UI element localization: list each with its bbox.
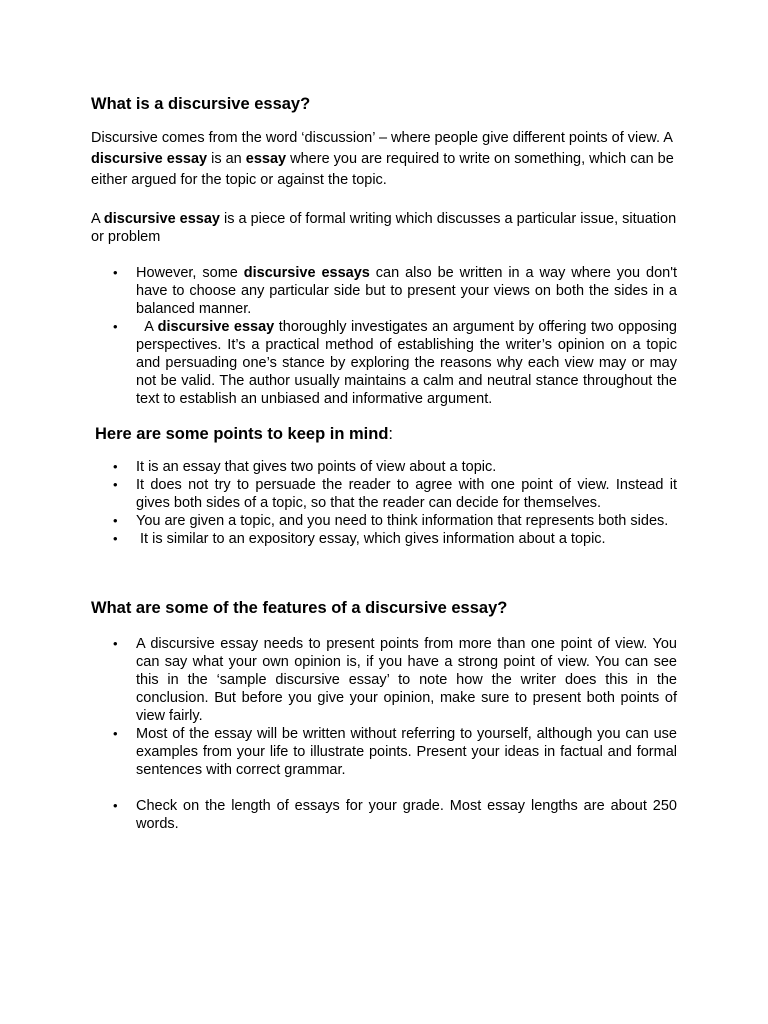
bullet-glyph: • [113,477,118,492]
text-run: A [136,319,158,335]
text-run: thoroughly investigates an argument by offering two opposing perspectives. It’s a practical method of establishing the writer’s opinion on a topic and persuading one’s stance by exploring the reasons why each view may or may not be valid. The author usually maintains a calm and neutral stance throughout the text to establish an unbiased and informative argument. [136,319,677,407]
bullet-glyph: • [113,531,118,546]
bold-term: discursive essay [157,319,275,335]
heading-text: Here are some points to keep in mind [95,425,389,443]
list-item-text: It does not try to persuade the reader to agree with one point of view. Instead it gives both sides of a topic, so that the reader can decide for themselves. [136,477,677,511]
text-run: can also be written in a way where you don't have to choose any particular side but to present your views on both the sides in a balanced manner. [136,265,677,317]
section-heading-what-is: What is a discursive essay? [91,95,311,113]
heading-punctuation: : [388,425,394,443]
bullet-glyph: • [113,513,118,528]
list-item-text: Most of the essay will be written without referring to yourself, although you can use examples from your life to illustrate points. Present your ideas in factual and formal sentences with correct grammar. [136,726,677,778]
list-item [0,635,677,725]
list-item [0,530,677,548]
text-run: is an [207,151,246,167]
list-item [0,476,677,512]
heading-text: What are some of the features of a discursive essay [91,599,498,617]
section-heading-features [91,598,507,618]
section-heading-points [95,424,393,444]
list-item-text: It is similar to an expository essay, which gives information about a topic. [136,531,606,547]
intro-paragraph [91,128,681,191]
list-item-text: You are given a topic, and you need to think information that represents both sides. [136,513,669,529]
text-run: However, some [136,265,244,281]
text-run: where you are required to write on something, which can be either argued for the topic or against the topic. [91,151,674,188]
list-item [0,512,677,530]
text-run: Discursive comes from the word ‘discussion’ – where people give different points of view. A [91,130,673,146]
section1-bullet-list [0,264,768,408]
bold-term: essay [245,151,287,167]
bullet-glyph: • [113,265,118,280]
bullet-glyph: • [113,636,118,651]
list-item-text: A discursive essay needs to present points from more than one point of view. You can say what your own opinion is, if you have a strong point of view. You can see this in the ‘sample discursive essay’ to note how the writer does this in the conclusion. But before you give your opinion, make sure to present both points of view fairly. [136,636,677,724]
list-item [0,318,677,408]
list-item [0,725,677,779]
bold-term: discursive essay [103,211,220,227]
bold-term: discursive essay [91,151,208,167]
text-run: A [91,211,104,227]
definition-paragraph [91,210,681,246]
list-item [0,797,677,833]
list-item [0,458,677,476]
section3-bullet-list [0,635,768,833]
bullet-glyph: • [113,798,118,813]
bullet-glyph: • [113,459,118,474]
list-item-text: It is an essay that gives two points of view about a topic. [136,459,497,475]
bold-term: discursive essays [243,265,370,281]
bullet-glyph: • [113,726,118,741]
heading-punctuation: ? [497,599,508,617]
bullet-glyph: • [113,319,118,334]
list-item [0,264,677,318]
section2-bullet-list [0,458,768,548]
list-item-text: Check on the length of essays for your grade. Most essay lengths are about 250 words. [136,798,677,832]
text-run: is a piece of formal writing which discusses a particular issue, situation or problem [91,211,677,245]
